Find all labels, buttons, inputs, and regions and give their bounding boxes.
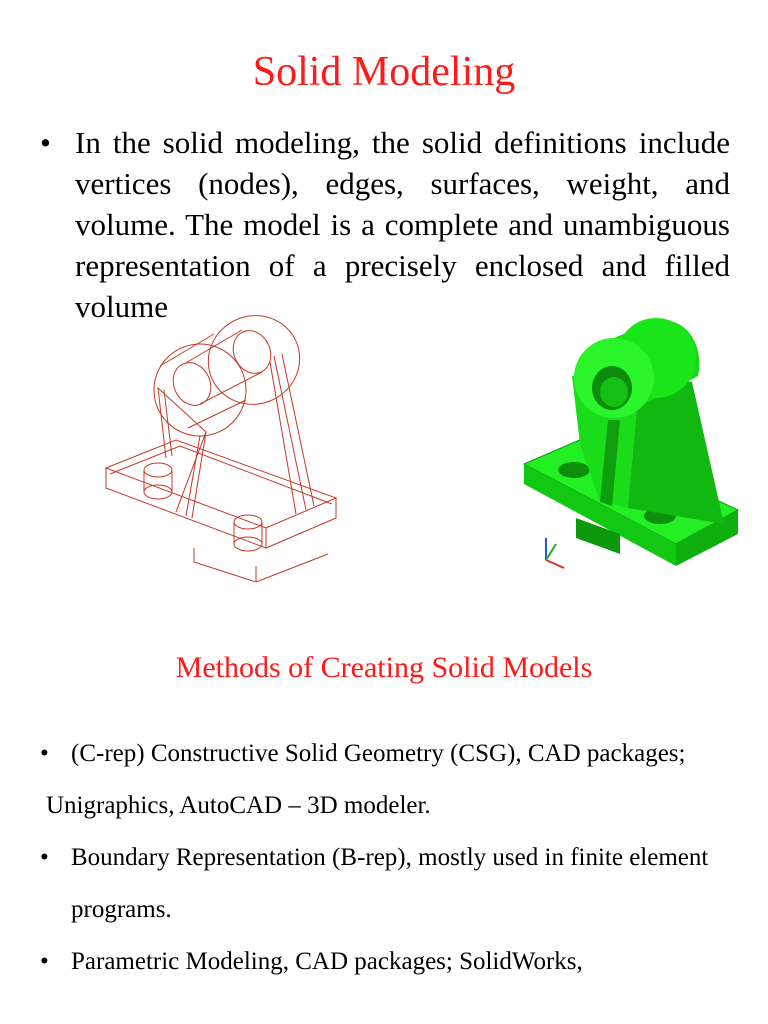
slide-title: Solid Modeling bbox=[252, 49, 516, 95]
list-item bbox=[40, 936, 740, 988]
list-item bbox=[40, 780, 740, 832]
wireframe-bracket-image bbox=[96, 300, 358, 582]
list-item bbox=[40, 728, 740, 780]
list-item bbox=[40, 832, 740, 936]
list-item-text: Unigraphics, AutoCAD – 3D modeler. bbox=[46, 792, 431, 819]
bullet-icon: • bbox=[40, 125, 51, 160]
list-item-text: Boundary Representation (B-rep), mostly used in finite element programs. bbox=[71, 844, 709, 923]
intro-text: In the solid modeling, the solid definitions include vertices (nodes), edges, surfaces, weight, and volume. The model is a complete and unambiguous representation of a precisely enclosed and filled volume bbox=[75, 125, 730, 324]
section-subtitle: Methods of Creating Solid Models bbox=[175, 651, 593, 684]
bullet-icon: • bbox=[40, 844, 49, 871]
bullet-icon: • bbox=[40, 948, 49, 975]
list-item-text: (C-rep) Constructive Solid Geometry (CSG), CAD packages; bbox=[71, 740, 686, 767]
intro-bullet bbox=[40, 122, 730, 327]
methods-list bbox=[40, 728, 740, 988]
solid-bracket-image bbox=[516, 312, 748, 582]
list-item-text: Parametric Modeling, CAD packages; SolidWorks, bbox=[71, 948, 583, 975]
bullet-icon: • bbox=[40, 740, 49, 767]
